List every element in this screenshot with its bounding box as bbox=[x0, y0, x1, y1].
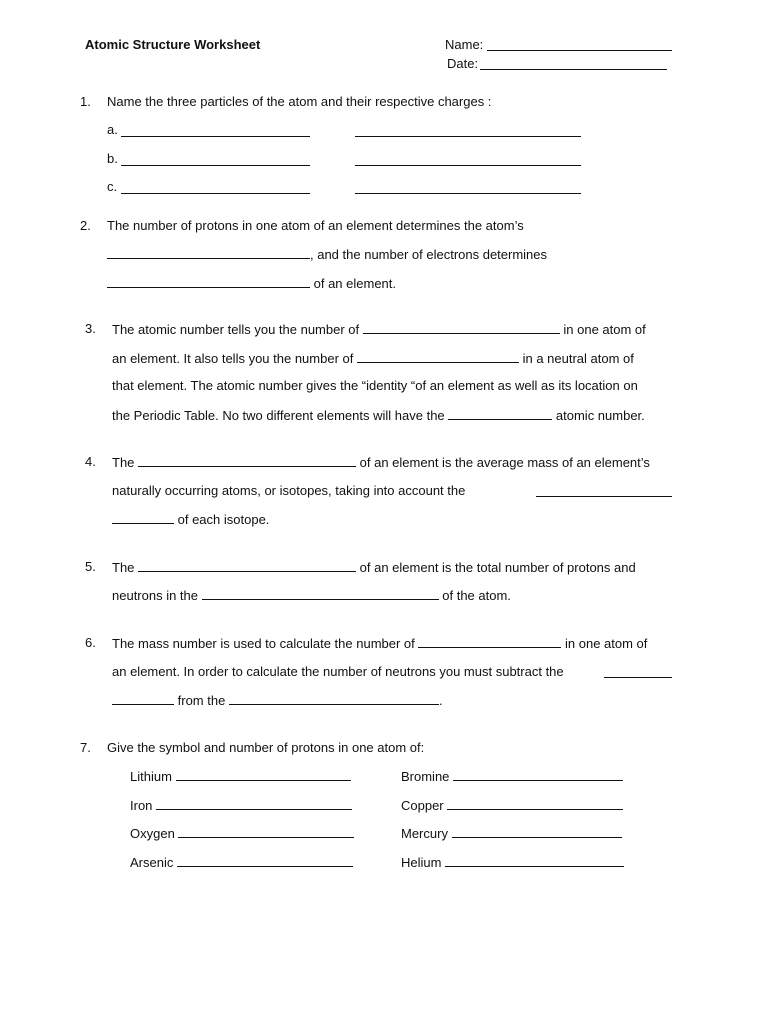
question-text: naturally occurring atoms, or isotopes, taking into account the bbox=[112, 483, 466, 498]
element-iron-row bbox=[130, 797, 352, 814]
question-text: atomic number. bbox=[555, 408, 645, 423]
element-copper-row bbox=[401, 797, 623, 814]
answer-blank[interactable] bbox=[229, 692, 439, 705]
answer-blank[interactable] bbox=[445, 854, 624, 867]
question-text: an element. In order to calculate the number of neutrons you must subtract the bbox=[112, 664, 564, 679]
question-text: the Periodic Table. No two different elements will have the bbox=[112, 408, 445, 423]
question-number: 4. bbox=[85, 454, 96, 469]
name-label: Name: bbox=[445, 37, 484, 52]
answer-blank[interactable] bbox=[453, 768, 623, 781]
element-arsenic-row bbox=[130, 854, 353, 871]
element-helium-row bbox=[401, 854, 624, 871]
charge-blank-c[interactable] bbox=[355, 193, 581, 194]
question-text: neutrons in the bbox=[112, 588, 199, 603]
worksheet-title: Atomic Structure Worksheet bbox=[85, 37, 261, 52]
element-name: Arsenic bbox=[130, 855, 174, 870]
question-text: The bbox=[112, 560, 135, 575]
question-number: 3. bbox=[85, 321, 96, 336]
answer-blank[interactable] bbox=[448, 407, 552, 420]
answer-blank[interactable] bbox=[138, 559, 356, 572]
question-line bbox=[112, 350, 634, 367]
question-text: , and the number of electrons determines bbox=[310, 247, 548, 262]
question-text: in one atom of bbox=[563, 322, 646, 337]
question-line bbox=[112, 692, 443, 709]
element-name: Copper bbox=[401, 798, 444, 813]
date-field[interactable] bbox=[480, 69, 667, 70]
date-label: Date: bbox=[447, 56, 479, 71]
question-text: of an element. bbox=[313, 276, 397, 291]
element-name: Oxygen bbox=[130, 826, 175, 841]
question-line bbox=[112, 559, 636, 576]
question-line bbox=[112, 635, 647, 652]
charge-blank-b[interactable] bbox=[355, 165, 581, 166]
answer-blank[interactable] bbox=[138, 454, 356, 467]
answer-blank[interactable] bbox=[452, 825, 622, 838]
question-text: Give the symbol and number of protons in one atom of: bbox=[107, 740, 425, 755]
question-number: 5. bbox=[85, 559, 96, 574]
question-text: The bbox=[112, 455, 135, 470]
question-number: 7. bbox=[80, 740, 91, 755]
question-text: in one atom of bbox=[565, 636, 648, 651]
row-label-c: c. bbox=[107, 179, 118, 194]
question-line bbox=[112, 407, 645, 424]
element-oxygen-row bbox=[130, 825, 354, 842]
answer-blank[interactable] bbox=[363, 321, 560, 334]
answer-blank[interactable] bbox=[156, 797, 352, 810]
particle-blank-b[interactable] bbox=[121, 165, 310, 166]
question-text: that element. The atomic number gives the “identity “of an element as well as its location on bbox=[112, 378, 638, 393]
row-label-a: a. bbox=[107, 122, 118, 137]
answer-blank[interactable] bbox=[107, 275, 310, 288]
question-number: 2. bbox=[80, 218, 91, 233]
element-name: Mercury bbox=[401, 826, 448, 841]
answer-blank[interactable] bbox=[112, 511, 174, 524]
question-line bbox=[112, 587, 511, 604]
question-text: in a neutral atom of bbox=[522, 351, 634, 366]
answer-blank[interactable] bbox=[112, 692, 174, 705]
question-line bbox=[112, 454, 650, 471]
answer-blank[interactable] bbox=[202, 587, 439, 600]
question-text: The number of protons in one atom of an element determines the atom’s bbox=[107, 218, 524, 233]
answer-blank[interactable] bbox=[357, 350, 519, 363]
name-field[interactable] bbox=[487, 50, 672, 51]
question-text: an element. It also tells you the number of bbox=[112, 351, 354, 366]
question-text: of the atom. bbox=[442, 588, 511, 603]
question-number: 1. bbox=[80, 94, 91, 109]
element-lithium-row bbox=[130, 768, 351, 785]
element-name: Lithium bbox=[130, 769, 172, 784]
question-text: from the bbox=[177, 693, 226, 708]
question-text: Name the three particles of the atom and their respective charges : bbox=[107, 94, 492, 109]
particle-blank-a[interactable] bbox=[121, 136, 310, 137]
question-line bbox=[107, 246, 547, 263]
charge-blank-a[interactable] bbox=[355, 136, 581, 137]
element-bromine-row bbox=[401, 768, 623, 785]
answer-blank[interactable] bbox=[447, 797, 623, 810]
element-mercury-row bbox=[401, 825, 622, 842]
question-text: of an element is the total number of protons and bbox=[359, 560, 636, 575]
element-name: Bromine bbox=[401, 769, 450, 784]
answer-blank[interactable] bbox=[178, 825, 354, 838]
question-text: . bbox=[438, 693, 443, 708]
answer-blank[interactable] bbox=[176, 768, 351, 781]
particle-blank-c[interactable] bbox=[121, 193, 310, 194]
row-label-b: b. bbox=[107, 151, 118, 166]
question-text: of an element is the average mass of an element’s bbox=[359, 455, 650, 470]
question-text: The mass number is used to calculate the number of bbox=[112, 636, 415, 651]
question-text: The atomic number tells you the number of bbox=[112, 322, 360, 337]
answer-blank[interactable] bbox=[418, 635, 561, 648]
question-number: 6. bbox=[85, 635, 96, 650]
answer-blank[interactable] bbox=[177, 854, 353, 867]
answer-blank[interactable] bbox=[107, 246, 310, 259]
element-name: Helium bbox=[401, 855, 442, 870]
question-text: of each isotope. bbox=[177, 512, 270, 527]
question-line bbox=[112, 321, 646, 338]
element-name: Iron bbox=[130, 798, 153, 813]
question-line bbox=[107, 275, 396, 292]
answer-blank[interactable] bbox=[604, 677, 672, 678]
question-line bbox=[112, 511, 269, 528]
answer-blank[interactable] bbox=[536, 496, 672, 497]
